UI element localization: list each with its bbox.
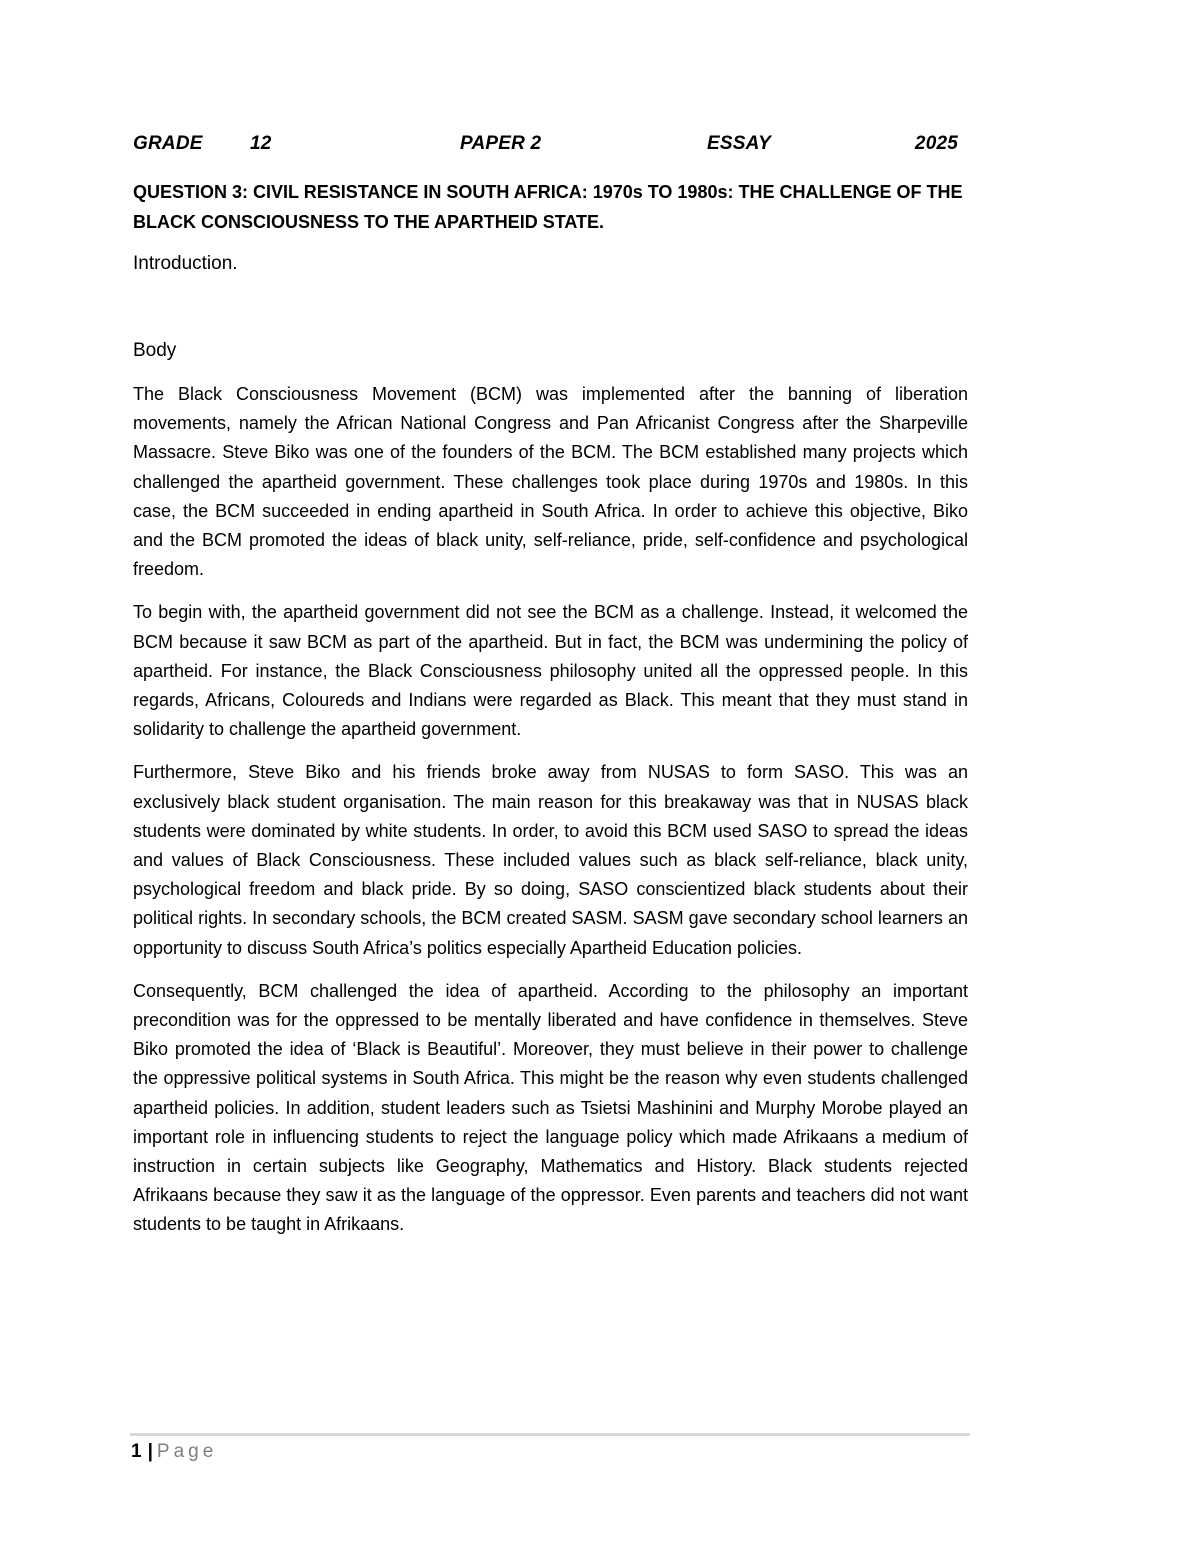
header-grade-label: GRADE <box>133 133 203 154</box>
header-year: 2025 <box>914 133 958 154</box>
header-grade-value: 12 <box>250 133 272 154</box>
page-label: Page <box>156 1441 218 1462</box>
page-number: 1 <box>131 1441 142 1462</box>
section-introduction: Introduction. <box>133 253 238 274</box>
page-footer <box>131 1440 217 1464</box>
paragraph: Furthermore, Steve Biko and his friends broke away from NUSAS to form SASO. This was an exclusively black student organisation. The main reason for this breakaway was that in NUSAS black students were dominated by white students. In order, to avoid this BCM used SASO to spread the ideas and values of Black Consciousness. These included values such as black self-reliance, black unity, psychological freedom and black pride. By so doing, SASO conscientized black students about their political rights. In secondary schools, the BCM created SASM. SASM gave secondary school learners an opportunity to discuss South Africa’s politics especially Apartheid Education policies. <box>133 762 968 958</box>
section-body: Body <box>133 340 177 361</box>
header-type: ESSAY <box>707 133 772 154</box>
header-paper: PAPER 2 <box>460 133 542 154</box>
paragraph: To begin with, the apartheid government did not see the BCM as a challenge. Instead, it welcomed the BCM because it saw BCM as part of the apartheid. But in fact, the BCM was undermining the policy of apartheid. For instance, the Black Consciousness philosophy united all the oppressed people. In this regards, Africans, Coloureds and Indians were regarded as Black. This meant that they must stand in solidarity to challenge the apartheid government. <box>133 602 968 740</box>
essay-body <box>133 380 968 1254</box>
question-title: QUESTION 3: CIVIL RESISTANCE IN SOUTH AFRICA: 1970s TO 1980s: THE CHALLENGE OF THE BLACK CONSCIOUSNESS TO THE APARTHEID STATE. <box>133 182 963 232</box>
paragraph: Consequently, BCM challenged the idea of apartheid. According to the philosophy an important precondition was for the oppressed to be mentally liberated and have confidence in themselves. Steve Biko promoted the idea of ‘Black is Beautiful’. Moreover, they must believe in their power to challenge the oppressive political systems in South Africa. This might be the reason why even students challenged apartheid policies. In addition, student leaders such as Tsietsi Mashinini and Murphy Morobe played an important role in influencing students to reject the language policy which made Afrikaans a medium of instruction in certain subjects like Geography, Mathematics and History. Black students rejected Afrikaans because they saw it as the language of the oppressor. Even parents and teachers did not want students to be taught in Afrikaans. <box>133 980 968 1235</box>
paragraph: The Black Consciousness Movement (BCM) was implemented after the banning of liberation movements, namely the African National Congress and Pan Africanist Congress after the Sharpeville Massacre. Steve Biko was one of the founders of the BCM. The BCM established many projects which challenged the apartheid government. These challenges took place during 1970s and 1980s. In this case, the BCM succeeded in ending apartheid in South Africa. In order to achieve this objective, Biko and the BCM promoted the ideas of black unity, self-reliance, pride, self-confidence and psychological freedom. <box>133 384 968 580</box>
document-header <box>133 133 968 159</box>
footer-divider <box>130 1433 970 1436</box>
footer-separator: | <box>147 1441 153 1462</box>
